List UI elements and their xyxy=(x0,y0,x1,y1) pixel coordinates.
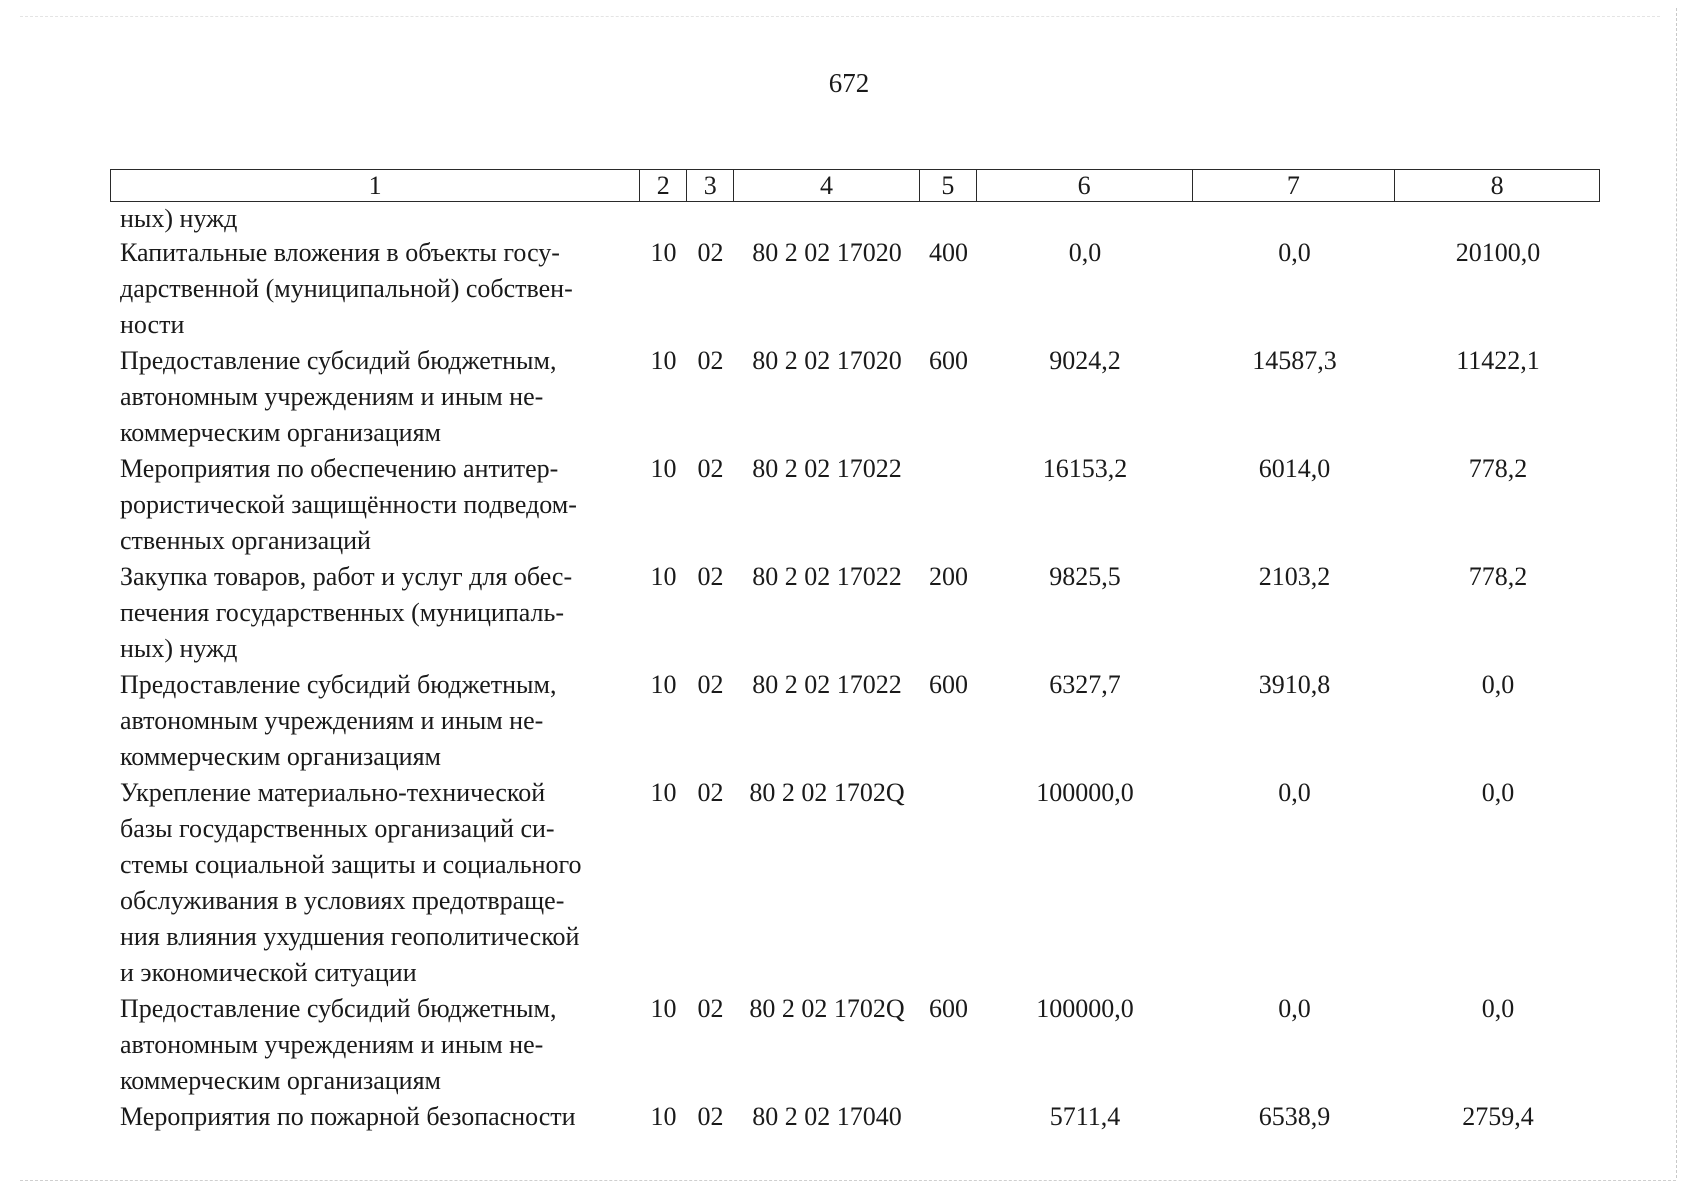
description-line: коммерческим организациям xyxy=(120,742,442,771)
vr-cell: 400 xyxy=(929,238,968,267)
csr-cell: 80 2 02 1702Q xyxy=(749,778,905,807)
value-col7-cell: 14587,3 xyxy=(1252,346,1337,375)
description-line: рористической защищённости подведом- xyxy=(120,490,577,519)
value-col6-cell: 100000,0 xyxy=(1036,778,1134,807)
value-col8-cell: 11422,1 xyxy=(1456,346,1540,375)
csr-cell xyxy=(734,205,920,233)
table-body xyxy=(110,205,1600,1135)
header-col-4: 4 xyxy=(734,170,920,201)
value-col7-cell: 6538,9 xyxy=(1258,1102,1331,1131)
vr-cell xyxy=(920,451,977,559)
value-col6-cell: 100000,0 xyxy=(1036,994,1134,1023)
description-line: стемы социальной защиты и социального xyxy=(120,850,582,879)
razdel-cell: 10 xyxy=(650,670,677,699)
podrazdel-cell: 02 xyxy=(697,454,724,483)
podrazdel-cell: 02 xyxy=(697,670,724,699)
description-line: коммерческим организациям xyxy=(120,418,442,447)
value-col6-cell xyxy=(977,205,1193,233)
page-number: 672 xyxy=(828,68,870,98)
podrazdel-cell: 02 xyxy=(697,778,724,807)
podrazdel-cell: 02 xyxy=(697,238,724,267)
value-col7-cell: 3910,8 xyxy=(1258,670,1331,699)
value-col7-cell: 0,0 xyxy=(1278,238,1311,267)
description-line: обслуживания в условиях предотвраще- xyxy=(120,886,565,915)
vr-cell: 200 xyxy=(929,562,968,591)
razdel-cell: 10 xyxy=(650,994,677,1023)
razdel-cell: 10 xyxy=(650,454,677,483)
header-col-8: 8 xyxy=(1490,171,1504,200)
header-col-5: 5 xyxy=(920,170,977,201)
description-line: дарственной (муниципальной) собствен- xyxy=(120,274,573,303)
description-line: и экономической ситуации xyxy=(120,958,417,987)
value-col8-cell xyxy=(1396,205,1600,233)
table-row xyxy=(110,667,1600,775)
vr-cell: 600 xyxy=(929,346,968,375)
row-description xyxy=(110,667,640,775)
podrazdel-cell: 02 xyxy=(697,994,724,1023)
value-col6-cell: 16153,2 xyxy=(1042,454,1128,483)
value-col8-cell: 20100,0 xyxy=(1455,238,1541,267)
csr-cell: 80 2 02 17020 xyxy=(752,346,902,375)
table-header-row xyxy=(110,169,1600,202)
description-line: ственных организаций xyxy=(120,526,371,555)
description-line: Мероприятия по обеспечению антитер- xyxy=(120,454,559,483)
description-line: Капитальные вложения в объекты госу- xyxy=(120,238,560,267)
value-col6-cell: 0,0 xyxy=(1068,238,1102,267)
description-line: ния влияния ухудшения геополитической xyxy=(120,922,580,951)
value-col8-cell: 2759,4 xyxy=(1462,1102,1534,1131)
razdel-cell: 10 xyxy=(650,238,677,267)
vr-cell xyxy=(920,205,977,233)
table-row xyxy=(110,559,1600,667)
vr-cell xyxy=(920,775,977,991)
description-line: ных) нужд xyxy=(120,634,238,663)
razdel-cell xyxy=(640,205,687,233)
value-col6-cell: 9024,2 xyxy=(1049,346,1121,375)
row-description xyxy=(110,775,640,991)
table-row xyxy=(110,1099,1600,1135)
value-col8-cell: 0,0 xyxy=(1481,670,1515,699)
table-row xyxy=(110,343,1600,451)
row-description xyxy=(110,235,640,343)
scan-edge-top xyxy=(20,16,1660,17)
value-col8-cell: 778,2 xyxy=(1468,454,1528,483)
csr-cell: 80 2 02 17022 xyxy=(752,670,902,699)
header-col-7: 7 xyxy=(1193,170,1396,201)
value-col7-cell: 6014,0 xyxy=(1258,454,1331,483)
row-description xyxy=(110,451,640,559)
header-col-6: 6 xyxy=(977,170,1193,201)
csr-cell: 80 2 02 1702Q xyxy=(749,994,905,1023)
value-col8-cell: 778,2 xyxy=(1468,562,1528,591)
value-col7-cell: 2103,2 xyxy=(1258,562,1331,591)
header-col-2: 2 xyxy=(640,170,687,201)
description-line: базы государственных организаций си- xyxy=(120,814,555,843)
csr-cell: 80 2 02 17020 xyxy=(752,238,902,267)
description-line: Предоставление субсидий бюджетным, xyxy=(120,670,557,699)
value-col7-cell: 0,0 xyxy=(1278,994,1311,1023)
value-col6-cell: 9825,5 xyxy=(1049,562,1121,591)
razdel-cell: 10 xyxy=(650,346,677,375)
podrazdel-cell xyxy=(687,205,734,233)
table-row xyxy=(110,451,1600,559)
row-description xyxy=(110,991,640,1099)
scan-edge-bottom xyxy=(20,1180,1676,1181)
header-col-3: 3 xyxy=(687,170,734,201)
description-line: автономным учреждениям и иным не- xyxy=(120,382,544,411)
csr-cell: 80 2 02 17040 xyxy=(752,1102,902,1131)
row-description xyxy=(110,343,640,451)
value-col6-cell: 5711,4 xyxy=(1049,1102,1121,1131)
row-description xyxy=(110,559,640,667)
table-row xyxy=(110,205,1600,233)
description-line: Мероприятия по пожарной безопасности xyxy=(120,1102,576,1131)
csr-cell: 80 2 02 17022 xyxy=(752,562,902,591)
value-col6-cell: 6327,7 xyxy=(1049,670,1121,699)
podrazdel-cell: 02 xyxy=(697,346,724,375)
csr-cell: 80 2 02 17022 xyxy=(752,454,902,483)
description-line: Предоставление субсидий бюджетным, xyxy=(120,346,557,375)
row-description xyxy=(110,1099,640,1135)
razdel-cell: 10 xyxy=(650,562,677,591)
description-line: Предоставление субсидий бюджетным, xyxy=(120,994,557,1023)
value-col8-cell: 0,0 xyxy=(1481,994,1515,1023)
vr-cell xyxy=(920,1099,977,1135)
description-line: автономным учреждениям и иным не- xyxy=(120,706,544,735)
table-row xyxy=(110,991,1600,1099)
value-col7-cell xyxy=(1193,205,1396,233)
description-line: автономным учреждениям и иным не- xyxy=(120,1030,544,1059)
vr-cell: 600 xyxy=(929,994,968,1023)
razdel-cell: 10 xyxy=(650,1102,677,1131)
description-line: Закупка товаров, работ и услуг для обес- xyxy=(120,562,573,591)
razdel-cell: 10 xyxy=(650,778,677,807)
description-line: печения государственных (муниципаль- xyxy=(120,598,565,627)
table-row xyxy=(110,775,1600,991)
description-line: ных) нужд xyxy=(120,204,238,233)
header-col-1: 1 xyxy=(111,170,640,201)
value-col8-cell: 0,0 xyxy=(1481,778,1515,807)
value-col7-cell: 0,0 xyxy=(1278,778,1311,807)
vr-cell: 600 xyxy=(929,670,968,699)
description-line: ности xyxy=(120,310,185,339)
podrazdel-cell: 02 xyxy=(697,562,724,591)
table-row xyxy=(110,235,1600,343)
description-line: коммерческим организациям xyxy=(120,1066,442,1095)
description-line: Укрепление материально-технической xyxy=(120,778,546,807)
podrazdel-cell: 02 xyxy=(697,1102,724,1131)
scan-edge-right xyxy=(1676,8,1677,1178)
row-description xyxy=(110,205,640,233)
